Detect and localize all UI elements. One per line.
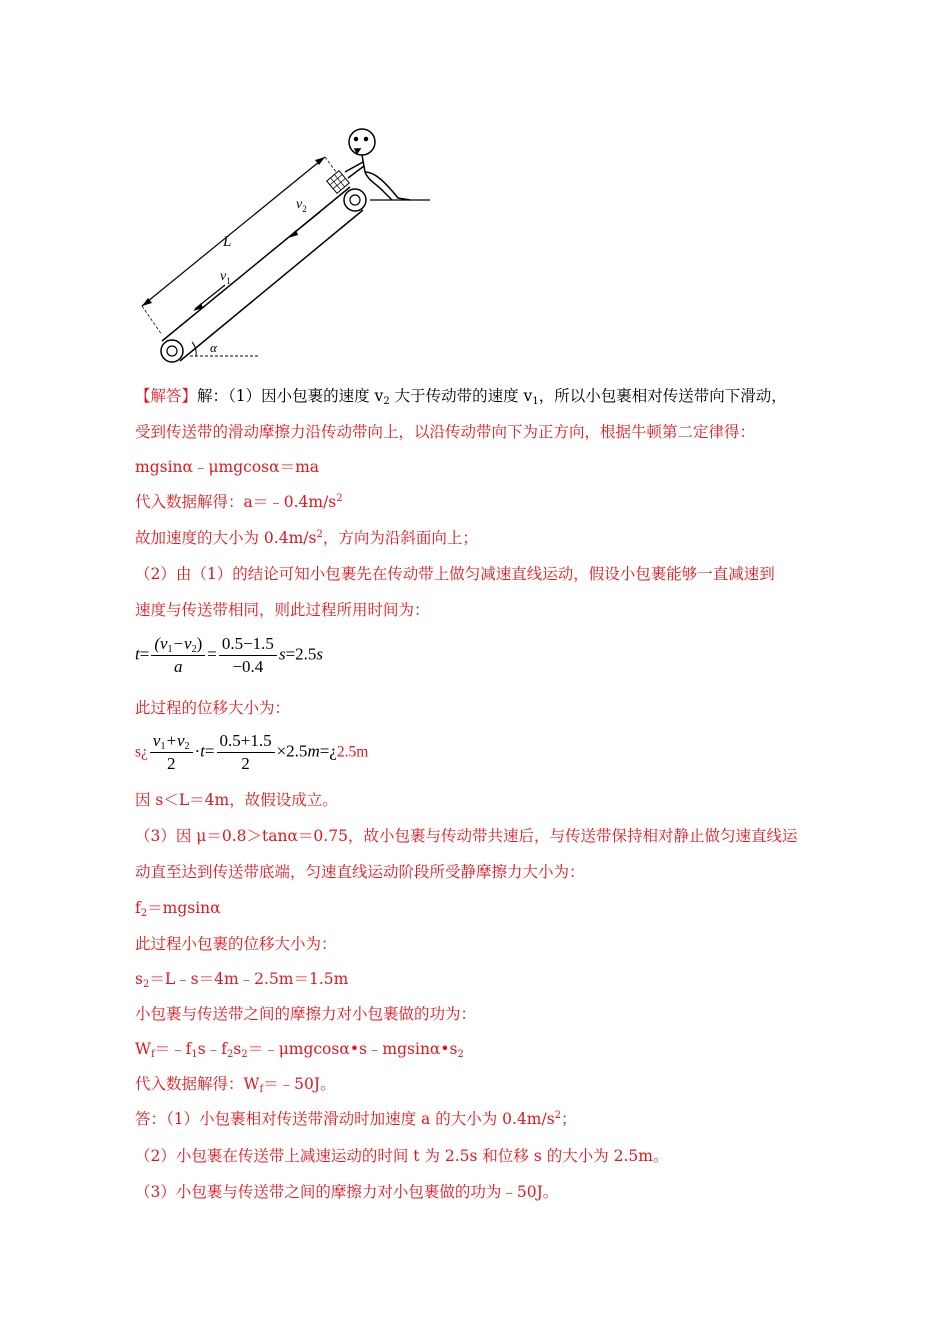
solution-line-5: 故加速度的大小为 $0.4m/s^2$，方向为沿斜面向上； <box>135 529 478 547</box>
alpha-label: α <box>210 340 217 355</box>
solution-line-4: 代入数据解得：$a=﹣0.4m/s^2$ <box>135 493 343 511</box>
solution-line-11: 动直至达到传送带底端，匀速直线运动阶段所受静摩擦力大小为： <box>135 863 585 881</box>
solution-line-10: （3）因 μ＝0.8＞tanα＝0.75，故小包裹与传动带共速后，与传送带保持相对静止做匀速直线运 <box>135 827 798 845</box>
solution-line-15: 小包裹与传送带之间的摩擦力对小包裹做的功为： <box>135 1005 477 1023</box>
answer-line-1: 答：（1）小包裹相对传送带滑动时加速度 a 的大小为 $0.4m/s^2$； <box>135 1110 577 1128</box>
conveyor-svg <box>130 120 440 370</box>
answer-line-3: （3）小包裹与传送带之间的摩擦力对小包裹做的功为﹣50J。 <box>135 1183 559 1201</box>
solution-line-12: $f_2=mgsin\alpha$ <box>135 899 221 919</box>
length-label: L <box>223 234 232 250</box>
solution-line-9: 因 s＜L＝4m，故假设成立。 <box>135 791 338 809</box>
bottom-pulley <box>161 340 183 362</box>
solution-line-14: $s_2=L﹣s=4m﹣2.5m=1.5m$ <box>135 970 349 990</box>
v1-label: $v_1$ <box>220 269 231 286</box>
conveyor-diagram <box>130 120 440 370</box>
solution-line-6: （2）由（1）的结论可知小包裹先在传动带上做匀减速直线运动，假设小包裹能够一直减速到 <box>135 565 775 583</box>
fraction-4: $\frac{0.5+1.5}{2}$ <box>217 730 275 775</box>
equation-time: t= $\frac{(v_1-v_2)}{a}$ = $\frac{0.5-1.5}{-0.4}$ s=2.5s <box>135 634 324 676</box>
solution-line-2: 受到传送带的滑动摩擦力沿传动带向上，以沿传动带向下为正方向，根据牛顿第二定律得： <box>135 423 756 441</box>
fraction-1: $\frac{(v_1-v_2)}{a}$ <box>151 633 205 678</box>
v2-label: $v_2$ <box>296 197 307 214</box>
fraction-3: $\frac{v_1+v_2}{2}$ <box>150 730 193 775</box>
length-dimension-line <box>142 157 325 306</box>
solution-line-16: $W_f=﹣f_1s﹣f_2s_2=﹣\mu mgcos\alpha•s﹣mgsin\alpha•s_2$ <box>135 1040 464 1060</box>
solution-line-8: 此过程的位移大小为： <box>135 699 291 717</box>
length-ext-bottom <box>142 306 162 335</box>
solution-line-17: 代入数据解得：$W_f=﹣50J$。 <box>135 1075 336 1095</box>
answer-line-2: （2）小包裹在传送带上减速运动的时间 t 为 2.5s 和位移 s 的大小为 2.5m。 <box>135 1147 669 1165</box>
belt-bottom-edge <box>180 210 363 361</box>
solution-line-7: 速度与传送带相同，则此过程所用时间为： <box>135 601 430 619</box>
solution-line-1: 【解答】解：（1）因小包裹的速度 $v_2$ 大于传动带的速度 $v_1$，所以小包裹相对传送带向下滑动， <box>135 387 787 407</box>
belt-top-edge <box>162 187 350 341</box>
solution-tag: 【解答】 <box>135 387 198 405</box>
equation-displacement: s¿ $\frac{v_1+v_2}{2}$ ·t= $\frac{0.5+1.5}{2}$ ×2.5m=¿2.5m <box>135 731 369 773</box>
fraction-2: $\frac{0.5-1.5}{-0.4}$ <box>219 633 277 678</box>
solution-line-3: mgsinα﹣μmgcosα＝ma <box>135 458 320 476</box>
top-pulley <box>344 189 366 211</box>
solution-line-13: 此过程小包裹的位移大小为： <box>135 935 337 953</box>
